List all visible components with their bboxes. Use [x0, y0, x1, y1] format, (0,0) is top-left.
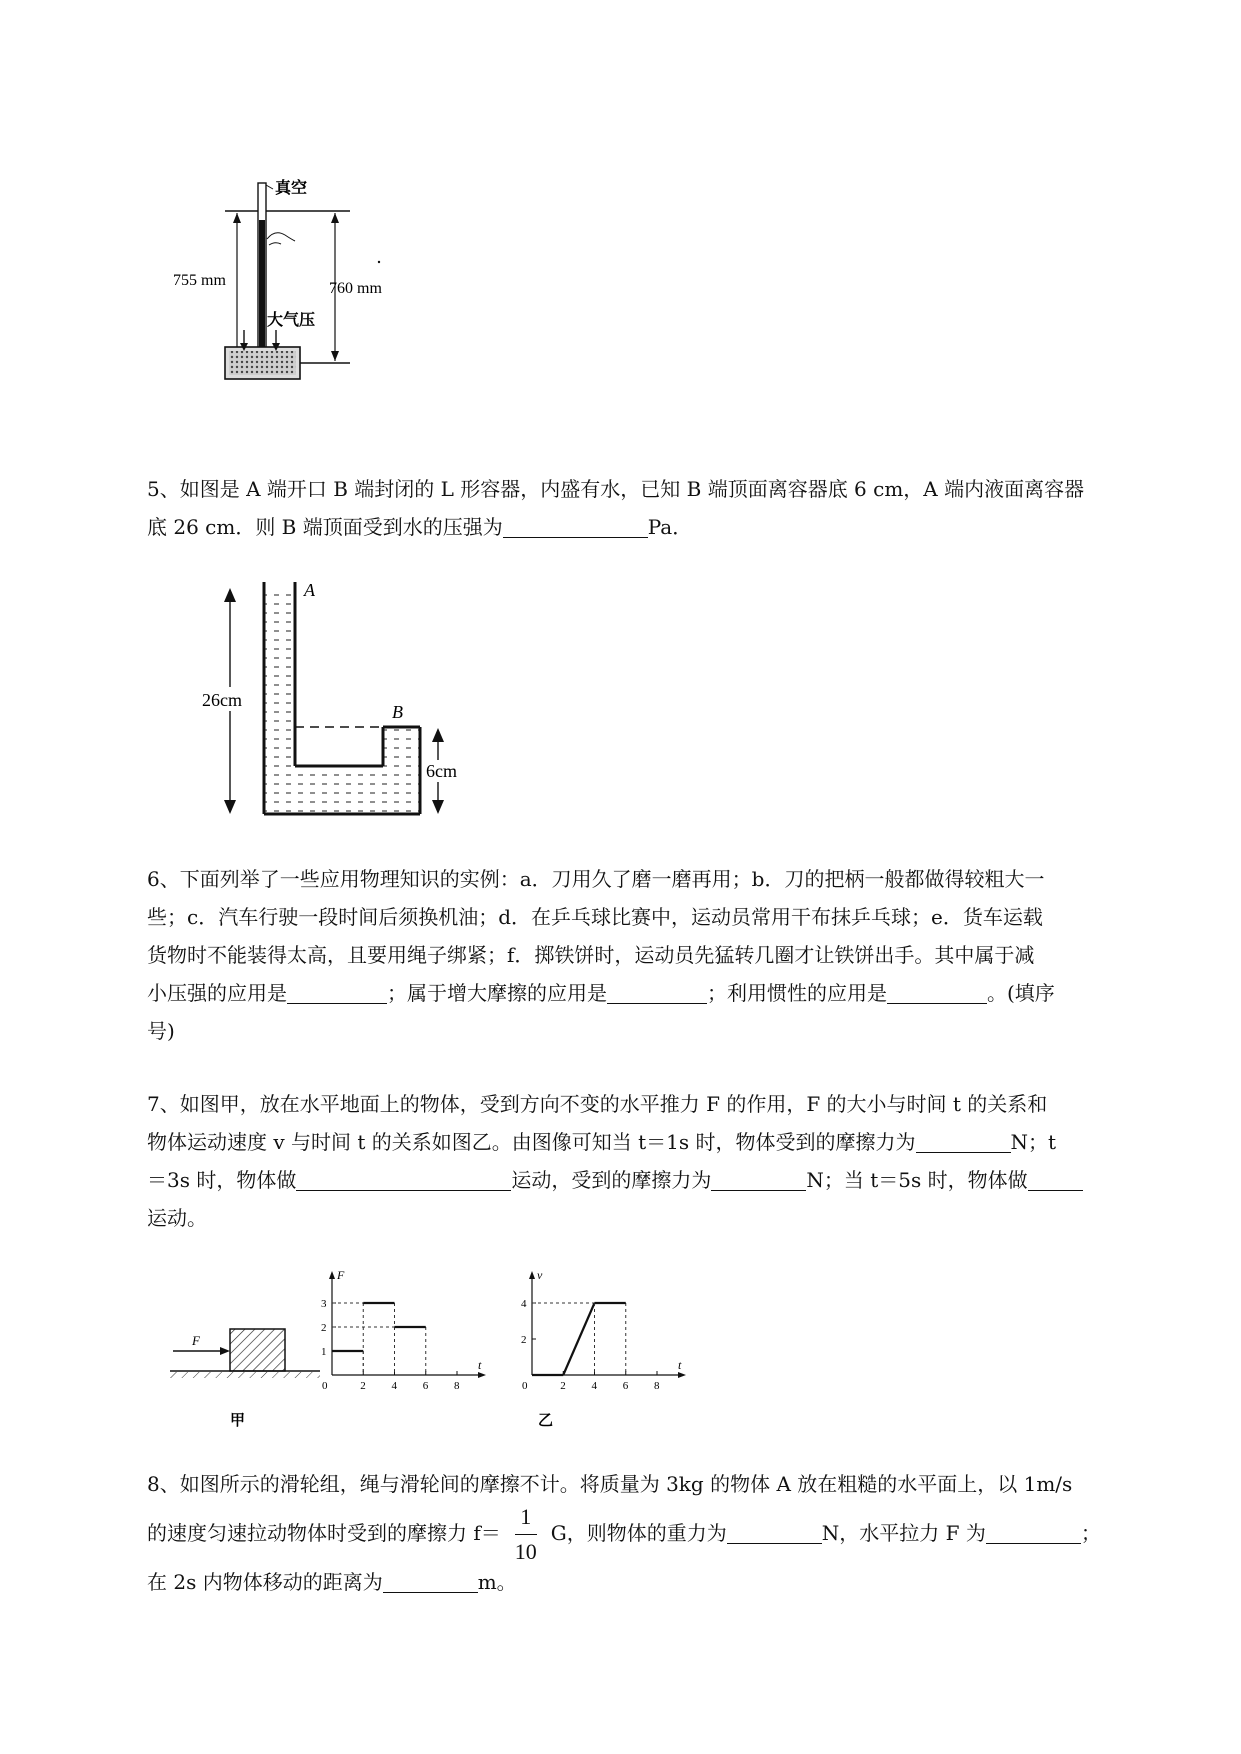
q8-line-2: 的速度匀速拉动物体时受到的摩擦力 f＝ $\frac{1}{10}$ G，则物体的重力为 N，水平拉力 F 为 ；: [147, 1504, 1101, 1564]
f-x-tick-label: 8: [454, 1380, 460, 1392]
label-yi: 乙: [538, 1413, 554, 1429]
q7-blank-motion-5s[interactable]: [1028, 1166, 1083, 1191]
q8-line-1: 8、如图所示的滑轮组，绳与滑轮间的摩擦不计。将质量为 3kg 的物体 A 放在粗糙的水平面上，以 1m/s: [147, 1472, 1073, 1496]
q6-blank-inertia[interactable]: [887, 979, 987, 1004]
question-8: [147, 1465, 1157, 1601]
q6-line-5: 号): [147, 1019, 175, 1043]
q7-line-1: 7、如图甲，放在水平地面上的物体，受到方向不变的水平推力 F 的作用，F 的大小与时间 t 的关系和: [147, 1092, 1048, 1116]
q7-line-4: 运动。: [147, 1206, 207, 1230]
v-x-tick-label: 0: [522, 1380, 528, 1392]
f-x-tick-label: 0: [322, 1380, 328, 1392]
q6-line-1: 6、下面列举了一些应用物理知识的实例：a．刀用久了磨一磨再用；b．刀的把柄一般都做得较粗大一: [147, 867, 1045, 891]
q7-figure: [170, 1265, 770, 1440]
height-26cm-label: 26cm: [202, 690, 242, 710]
v-x-arrow: [678, 1372, 686, 1378]
height-755-label: 755 mm: [173, 272, 226, 289]
v-y-axis-label: v: [537, 1268, 543, 1282]
question-5: [147, 470, 1157, 546]
q7-blank-motion-3s[interactable]: [296, 1166, 511, 1191]
l-container-figure: [200, 582, 460, 822]
torricelli-figure: [173, 175, 435, 435]
q6-line-3: 货物时不能装得太高，且要用绳子绑紧；f．掷铁饼时，运动员先猛转几圈才让铁饼出手。其中属于减: [147, 943, 1035, 967]
q8-blank-weight[interactable]: [727, 1519, 822, 1544]
v-x-tick-label: 2: [560, 1380, 566, 1392]
velocity-time-chart: [521, 1268, 686, 1392]
f-x-axis-label: t: [478, 1358, 482, 1372]
q5-line-2: 底 26 cm．则 B 端顶面受到水的压强为 Pa．: [147, 515, 693, 539]
q7-line-2: 物体运动速度 v 与时间 t 的关系如图乙。由图像可知当 t＝1s 时，物体受到的摩擦力为 N；t: [147, 1130, 1057, 1154]
f-y-tick-label: 3: [321, 1298, 327, 1310]
force-f-label: F: [192, 1333, 200, 1348]
label-jia: 甲: [230, 1413, 246, 1429]
q5-answer-blank[interactable]: [503, 513, 648, 538]
question-6: [147, 860, 1157, 1050]
v-segment-2: [563, 1303, 594, 1375]
q6-blank-friction[interactable]: [607, 979, 707, 1004]
vacuum-label: 真空: [275, 180, 308, 197]
v-y-tick-label: 2: [521, 1334, 527, 1346]
f-y-tick-label: 1: [321, 1346, 327, 1358]
v-x-tick-label: 4: [591, 1380, 597, 1392]
question-7: [147, 1085, 1157, 1237]
height-760-label: 760 mm: [329, 280, 382, 297]
q6-blank-pressure[interactable]: [287, 979, 387, 1004]
atmosphere-label: 大气压: [267, 312, 316, 329]
f-y-tick-label: 2: [321, 1322, 327, 1334]
q6-line-2: 些；c．汽车行驶一段时间后须换机油；d．在乒乓球比赛中，运动员常用干布抹乒乓球；e．货车运载: [147, 905, 1043, 929]
v-x-tick-label: 8: [654, 1380, 660, 1392]
end-a-label: A: [304, 580, 315, 600]
f-x-tick-label: 2: [360, 1380, 366, 1392]
fraction-one-tenth: $\frac{1}{10}$: [514, 1504, 537, 1564]
q5-line-1: 5、如图是 A 端开口 B 端封闭的 L 形容器，内盛有水，已知 B 端顶面离容器底 6 cm，A 端内液面离容器: [147, 477, 1085, 501]
q6-line-4: 小压强的应用是 ；属于增大摩擦的应用是 ；利用惯性的应用是 。(填序: [147, 981, 1055, 1005]
height-6cm-label: 6cm: [426, 761, 457, 781]
v-y-arrow: [529, 1271, 535, 1279]
f-x-tick-label: 6: [422, 1380, 429, 1392]
block-diagram: [170, 1329, 320, 1378]
q8-blank-pull-force[interactable]: [986, 1519, 1081, 1544]
end-b-label: B: [392, 702, 403, 722]
q7-blank-friction-3s[interactable]: [711, 1166, 806, 1191]
f-x-tick-label: 4: [391, 1380, 397, 1392]
q7-line-3: ＝3s 时，物体做 运动，受到的摩擦力为 N；当 t＝5s 时，物体做: [147, 1161, 1157, 1199]
f-x-arrow: [478, 1372, 486, 1378]
q7-blank-friction-1s[interactable]: [916, 1128, 1011, 1153]
q8-line-3: 在 2s 内物体移动的距离为 m。: [147, 1570, 517, 1594]
force-time-chart: [321, 1268, 486, 1392]
v-x-axis-label: t: [678, 1358, 682, 1372]
v-y-tick-label: 4: [521, 1298, 527, 1310]
v-x-tick-label: 6: [622, 1380, 629, 1392]
f-y-arrow: [329, 1271, 335, 1279]
f-y-axis-label: F: [337, 1268, 345, 1282]
q8-blank-distance[interactable]: [383, 1568, 478, 1593]
